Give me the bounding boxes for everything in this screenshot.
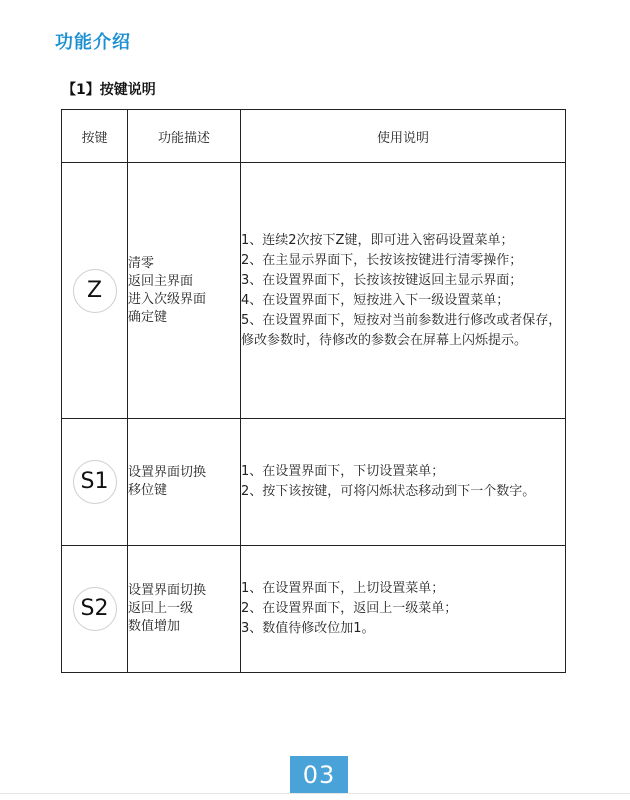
usage-item: 3、在设置界面下，长按该按键返回主显示界面； xyxy=(241,272,523,288)
section-title: 功能介绍 xyxy=(55,32,131,53)
usage-item: 1、在设置界面下，上切设置菜单； xyxy=(241,581,445,596)
key-description-table xyxy=(61,109,566,673)
usage-item: 3、数值待修改位加1。 xyxy=(241,621,375,636)
usage-item: 2、在主显示界面下，长按该按键进行清零操作； xyxy=(241,252,523,268)
page-number: 03 xyxy=(290,756,348,794)
s1-key-icon: S1 xyxy=(73,460,117,504)
s1-key-usage xyxy=(241,419,566,546)
table-row-s2-key xyxy=(62,546,566,673)
subsection-title: 【1】按键说明 xyxy=(62,82,156,98)
z-key-icon: Z xyxy=(73,269,117,313)
s2-key-functions xyxy=(128,546,241,673)
z-key-functions xyxy=(128,163,241,419)
table-header-row xyxy=(62,110,566,163)
usage-item: 2、在设置界面下，返回上一级菜单； xyxy=(241,601,458,616)
s2-key-icon: S2 xyxy=(73,587,117,631)
function-item: 进入次级界面 xyxy=(128,291,207,307)
usage-item: 1、连续2次按下Z键，即可进入密码设置菜单； xyxy=(241,232,514,248)
header-key: 按键 xyxy=(62,110,128,163)
usage-item: 2、按下该按键，可将闪烁状态移动到下一个数字。 xyxy=(241,484,536,499)
usage-item: 1、在设置界面下，下切设置菜单； xyxy=(241,464,445,479)
header-usage: 使用说明 xyxy=(241,110,566,163)
function-item: 返回上一级 xyxy=(128,601,194,616)
footer-divider xyxy=(0,793,630,794)
s2-key-usage xyxy=(241,546,566,673)
function-item: 设置界面切换 xyxy=(128,583,207,598)
s1-key-functions xyxy=(128,419,241,546)
function-item: 返回主界面 xyxy=(128,273,194,289)
usage-item: 4、在设置界面下，短按进入下一级设置菜单； xyxy=(241,292,510,308)
usage-item: 5、在设置界面下，短按对当前参数进行修改或者保存，修改参数时，待修改的参数会在屏幕上闪烁提示。 xyxy=(241,312,562,348)
function-item: 确定键 xyxy=(128,309,168,325)
table-row-z-key xyxy=(62,163,566,419)
function-item: 数值增加 xyxy=(128,619,181,634)
table-row-s1-key xyxy=(62,419,566,546)
function-item: 移位键 xyxy=(128,483,168,498)
header-function: 功能描述 xyxy=(128,110,241,163)
function-item: 清零 xyxy=(128,255,155,271)
function-item: 设置界面切换 xyxy=(128,465,207,480)
z-key-usage xyxy=(241,163,566,419)
